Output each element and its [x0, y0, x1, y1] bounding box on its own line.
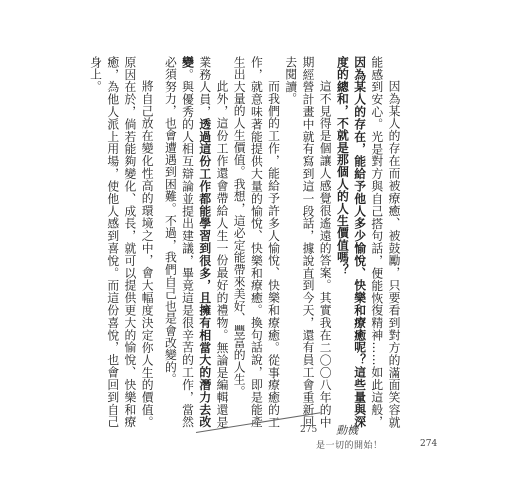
vertical-text-body	[88, 56, 402, 429]
page-number-right: 274	[420, 439, 438, 449]
paragraph-4-text-a: 此外，這份工作還會帶給人生一份最好的禮物。無論是編輯還是業務人員，	[197, 56, 229, 428]
paragraph-1-bold: 因為某人的存在，能給予他人多少愉悅、快樂和療癒呢？這些量與深度的總和，不就是那個人的人生價值嗎？	[335, 56, 367, 428]
paragraph-4	[161, 56, 230, 428]
book-subtitle: 是一切的開始！	[316, 441, 383, 451]
paragraph-2: 這不見得是個讓人感覺很遙遠的答案。其實我在二〇〇八年的中期經營計畫中就有寫到這一段話，據說直到今天，還有員工會重新回去閱讀。	[283, 56, 333, 428]
paragraph-1-text: 因為某人的存在而被療癒、被鼓勵，只要看到對方的滿面笑容就能感到安心。光是對方與自己搭句話，便能恢復精神……如此這般，	[369, 56, 401, 428]
paragraph-4-text-b: 。與優秀的人相互辯論並提出建議，畢竟這是很辛苦的工作，當然必須努力，也會遭遇到困難。不過，我們自己也是會改變的。	[163, 56, 195, 428]
book-title: 動機	[336, 424, 358, 437]
paragraph-4-bold: 透過這份工作都能學習到很多，且擁有相當大的潛力去改變	[180, 56, 212, 429]
paragraph-3: 而我們的工作，能給予許多人愉悅、快樂和療癒。從事療癒的工作，就意味著能提供大量的愉悅、快樂和療癒。換句話說，即是能產生出大量的人生價值。我想，這必定能帶來美好、豐富的人生。	[232, 56, 281, 428]
page-number-left: 275	[300, 425, 318, 435]
paragraph-5: 將自己放在變化性高的環境之中，會大幅度決定你人生的價值。原因在於，倘若能夠變化、成長，就可以提供更大的愉悅、快樂和療癒，為他人派上用場，使他人感到喜悅。而這份喜悅，也會回到自己身上。	[88, 56, 155, 428]
paragraph-1	[333, 56, 402, 428]
